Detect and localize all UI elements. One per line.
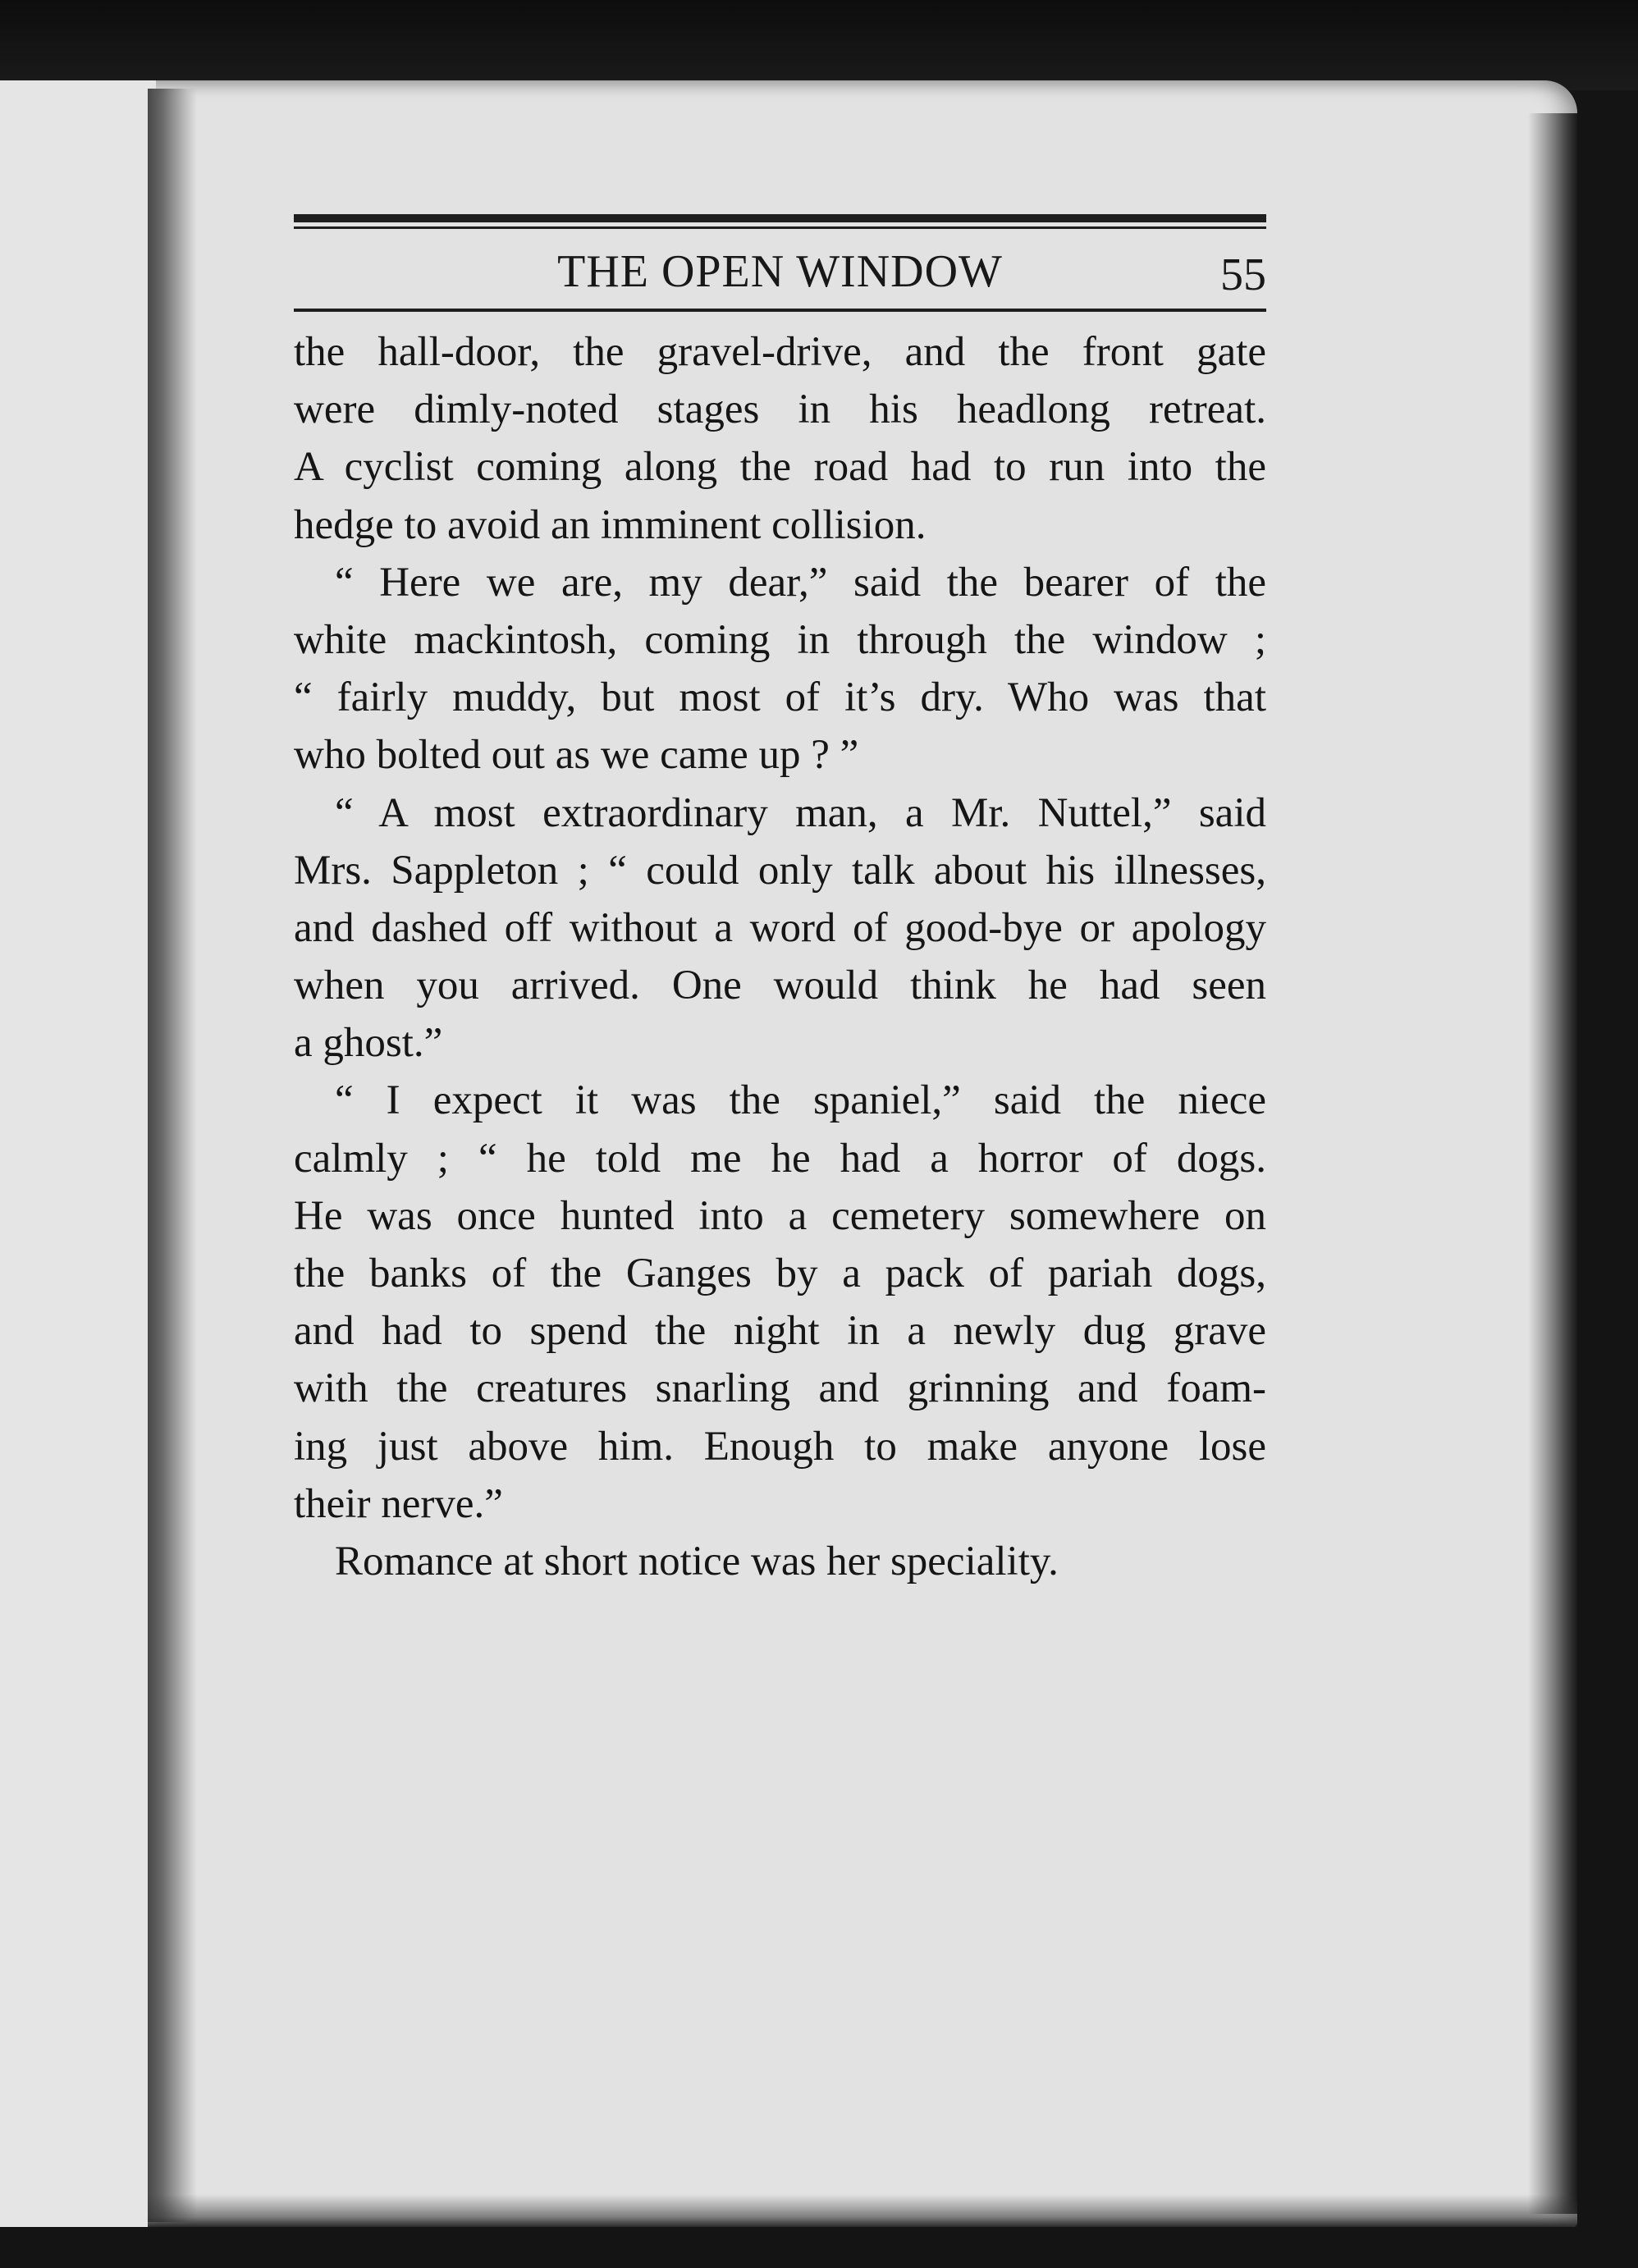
header-rule-thin-top: [294, 226, 1266, 229]
text-line: with the creatures snarling and grinning and foam-: [294, 1365, 1266, 1412]
paragraph: [294, 784, 1266, 1072]
page-edge-shadow: [1528, 113, 1577, 2214]
scan-background: [0, 0, 1638, 90]
text-line: who bolted out as we came up ? ”: [294, 732, 859, 779]
running-head: THE OPEN WINDOW: [557, 246, 1003, 297]
text-line: and had to spend the night in a newly dug grave: [294, 1308, 1266, 1355]
text-line: and dashed off without a word of good-bye or apology: [294, 904, 1266, 951]
book-page: [0, 80, 1577, 2227]
page-header: [294, 243, 1266, 300]
paragraph: [294, 554, 1266, 784]
text-line: “ A most extraordinary man, a Mr. Nuttel,” said: [335, 789, 1266, 836]
paragraph: [294, 1072, 1266, 1533]
text-line: calmly ; “ he told me he had a horror of dogs.: [294, 1135, 1266, 1182]
facing-page-edge: [0, 80, 156, 2227]
paragraph: [294, 323, 1266, 554]
text-line: “ I expect it was the spaniel,” said the niece: [335, 1077, 1266, 1124]
text-line: when you arrived. One would think he had seen: [294, 963, 1266, 1009]
body-text: [294, 323, 1266, 1590]
text-line: hedge to avoid an imminent collision.: [294, 501, 927, 548]
text-line: a ghost.”: [294, 1020, 443, 1067]
book-gutter-shadow: [148, 89, 197, 2222]
header-rule-thick: [294, 214, 1266, 222]
text-line: the hall-door, the gravel-drive, and the front gate: [294, 329, 1266, 375]
paragraph: [294, 1533, 1266, 1590]
text-line: white mackintosh, coming in through the window ;: [294, 616, 1266, 663]
text-line: Mrs. Sappleton ; “ could only talk about his illnesses,: [294, 847, 1266, 894]
text-line: “ Here we are, my dear,” said the bearer of the: [335, 559, 1266, 606]
text-line: ing just above him. Enough to make anyone lose: [294, 1423, 1266, 1470]
text-line: their nerve.”: [294, 1480, 503, 1527]
text-line: were dimly-noted stages in his headlong retreat.: [294, 386, 1266, 433]
text-line: “ fairly muddy, but most of it’s dry. Who was that: [294, 674, 1266, 721]
text-line: He was once hunted into a cemetery somewhere on: [294, 1192, 1266, 1239]
header-rule-thin-bottom: [294, 309, 1266, 312]
text-line: the banks of the Ganges by a pack of pariah dogs,: [294, 1251, 1266, 1296]
page-bottom-shadow: [148, 2194, 1577, 2227]
text-line: A cyclist coming along the road had to run into the: [294, 444, 1266, 491]
text-line: Romance at short notice was her speciality.: [335, 1538, 1059, 1584]
page-number: 55: [1220, 249, 1266, 300]
